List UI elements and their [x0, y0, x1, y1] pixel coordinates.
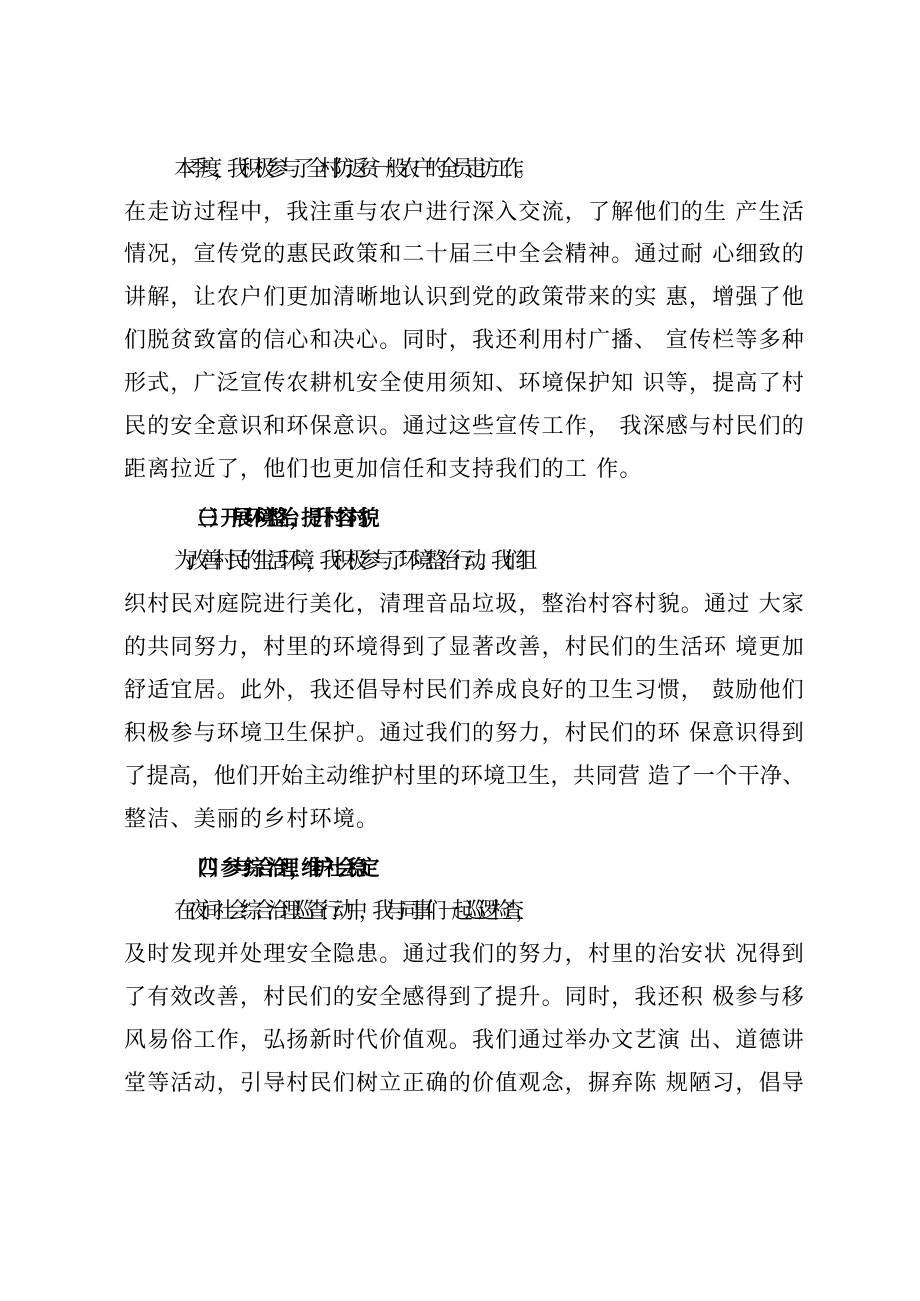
- document-page: [124, 0, 812, 1301]
- paragraph-line: 形式，广泛宣传农耕机安全使用须知、环境保护知 识等，提高了村: [124, 371, 805, 396]
- paragraph-line: 了有效改善，村民们的安全感得到了提升。同时，我还积 极参与移: [124, 985, 805, 1010]
- paragraph-line: 讲解，让农户们更加清晰地认识到党的政策带来的实 惠，增强了他: [124, 285, 805, 310]
- paragraph-line: 情况，宣传党的惠民政策和二十届三中全会精神。通过耐 心细致的: [124, 242, 805, 267]
- paragraph-line: 们脱贫致富的信心和决心。同时，我还利用村广播、 宣传栏等多种: [124, 328, 805, 353]
- paragraph-line: 风易俗工作，弘扬新时代价值观。我们通过举办文艺演 出、道德讲: [124, 1028, 805, 1053]
- paragraph-line: 及时发现并处理安全隐患。通过我们的努力，村里的治安状 况得到: [124, 942, 805, 967]
- paragraph-line: 了提高，他们开始主动维护村里的环境卫生，共同营 造了一个干净、: [124, 764, 805, 789]
- section-heading: （三）开展环境整治，提升村容村貌: [186, 506, 370, 530]
- paragraph-line: 距离拉近了，他们也更加信任和支持我们的工 作。: [124, 457, 643, 482]
- paragraph-line: 民的安全意识和环保意识。通过这些宣传工作， 我深感与村民们的: [124, 414, 805, 439]
- paragraph-line: 整洁、美丽的乡村环境。: [124, 807, 380, 832]
- paragraph-line: 织村民对庭院进行美化，清理音品垃圾，整治村容村貌。通过 大家: [124, 592, 805, 617]
- section-heading: （四）参与综合治理，维护社会稳定: [186, 856, 370, 880]
- paragraph-line: 的共同努力，村里的环境得到了显著改善，村民们的生活环 境更加: [124, 635, 805, 660]
- paragraph-line: 在夜间社会综合治理巡查行动中，我与同事们一起巡逻检 查，: [174, 899, 529, 924]
- paragraph-line: 舒适宜居。此外，我还倡导村民们养成良好的卫生习惯， 鼓励他们: [124, 678, 805, 703]
- paragraph-line: 本季度，我积极参与了全村防返贫一般农户的全员走访工 作。: [174, 157, 529, 182]
- paragraph-line: 在走访过程中，我注重与农户进行深入交流，了解他们的生 产生活: [124, 200, 805, 225]
- paragraph-line: 为改善村民的生活环境，我积极参与了环境整治行动。我们 组: [174, 549, 529, 574]
- paragraph-line: 堂等活动，引导村民们树立正确的价值观念，摒弃陈 规陋习，倡导: [124, 1071, 805, 1096]
- paragraph-line: 积极参与环境卫生保护。通过我们的努力，村民们的环 保意识得到: [124, 721, 805, 746]
